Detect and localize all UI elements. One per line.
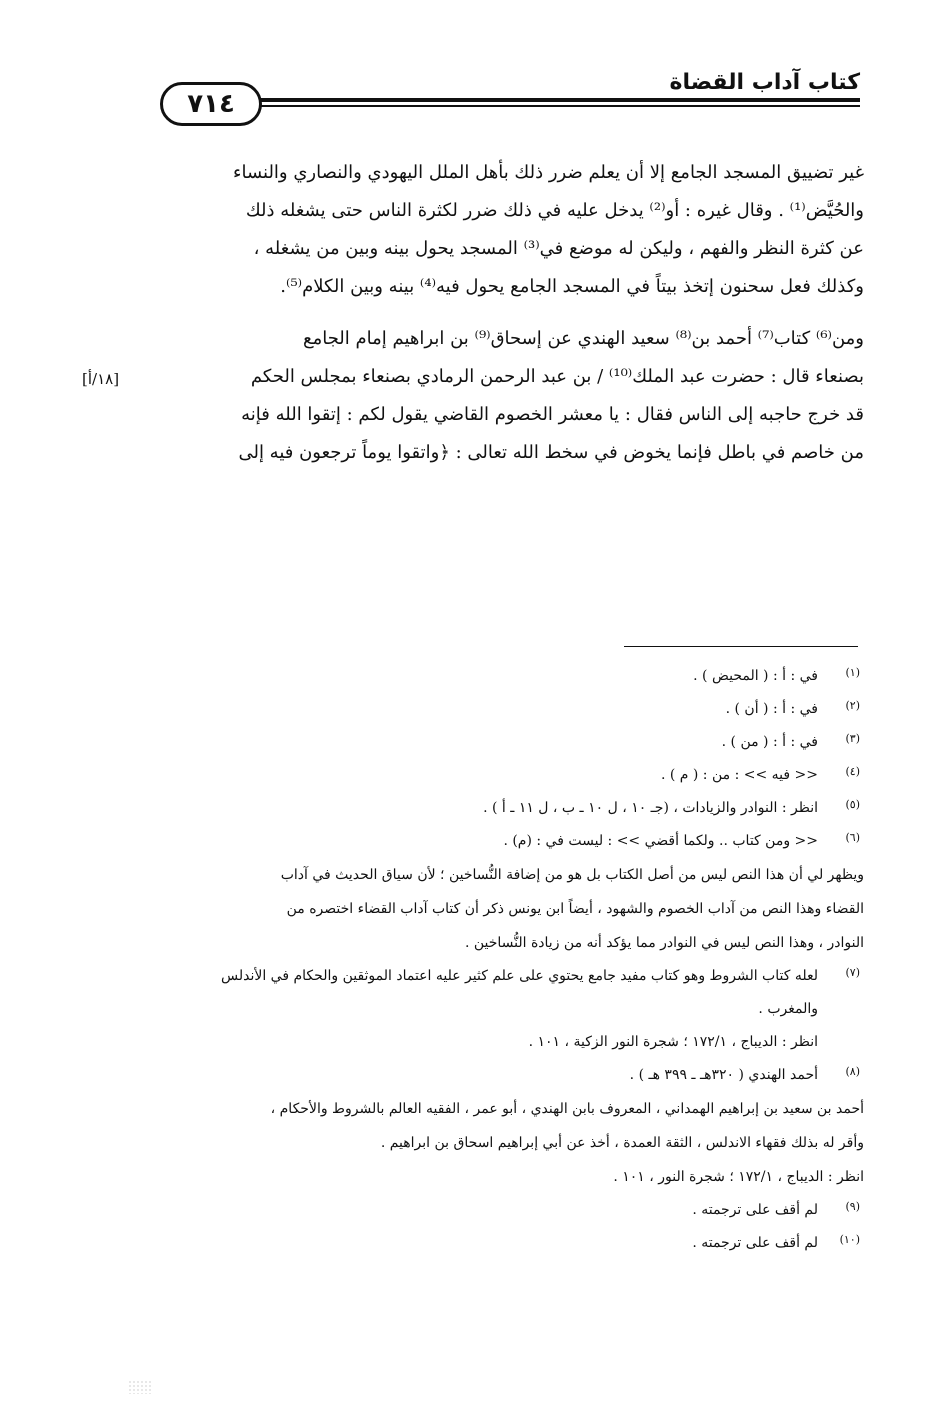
text-line: وكذلك فعل سحنون إتخذ بيتاً في المسجد الجامع يحول فيه⁽⁴⁾ بينه وبين الكلام⁽⁵⁾. bbox=[280, 276, 864, 297]
footnote-text: لم أقف على ترجمته . bbox=[692, 1235, 818, 1251]
footnote-number: (٩) bbox=[845, 1200, 860, 1213]
manuscript-folio-note: [١٨/أ] bbox=[82, 370, 120, 388]
footnote bbox=[164, 792, 864, 825]
footnote-text: في : أ : ( أن ) . bbox=[725, 701, 818, 717]
text-line: عن كثرة النظر والفهم ، وليكن له موضع في⁽³⁾ المسجد يحول بينه وبين من يشغله ، bbox=[253, 238, 864, 259]
footnote-continuation bbox=[164, 1092, 864, 1194]
scan-artifact bbox=[128, 1380, 152, 1394]
footnote bbox=[164, 660, 864, 693]
footnote-number: (٢) bbox=[845, 699, 860, 712]
footnote-text: انظر : النوادر والزيادات ، (جـ ١٠ ، ل ١٠ ـ ب ، ل ١١ ـ أ ) . bbox=[483, 800, 818, 816]
footnote-text: << ومن كتاب .. ولكما أقضي >> : ليست في : (م) . bbox=[503, 833, 818, 849]
text-line: بصنعاء قال : حضرت عبد الملك⁽¹⁰⁾ / بن عبد الرحمن الرمادي بصنعاء بمجلس الحكم bbox=[250, 366, 864, 387]
text-line: من خاصم في باطل فإنما يخوض في سخط الله تعالى : ﴿واتقوا يوماً ترجعون فيه إلى bbox=[238, 442, 864, 463]
footnote-text: في : أ : ( المحيض ) . bbox=[693, 668, 818, 684]
footnote bbox=[164, 759, 864, 792]
footnote-text: << فيه >> : من : ( م ) . bbox=[660, 767, 818, 783]
footnote-text: في : أ : ( من ) . bbox=[721, 734, 818, 750]
page-number: ٧١٤ bbox=[160, 82, 262, 126]
header-rule-thin bbox=[258, 105, 860, 107]
footnote bbox=[164, 960, 864, 1059]
footnote bbox=[164, 1194, 864, 1227]
paragraph bbox=[164, 320, 864, 472]
text-line: والحُيَّض⁽¹⁾ . وقال غيره : أو⁽²⁾ يدخل عليه في ذلك ضرر لكثرة الناس حتى يشغله ذلك bbox=[245, 200, 864, 221]
footnote-number: (٥) bbox=[845, 798, 860, 811]
footnote bbox=[164, 1227, 864, 1260]
footnote-text: والمغرب . bbox=[758, 1001, 818, 1017]
footnotes bbox=[164, 660, 864, 1260]
footnote-text: أحمد الهندي ( ٣٢٠هـ ـ ٣٩٩ هـ ) . bbox=[629, 1067, 818, 1083]
footnote bbox=[164, 726, 864, 759]
footnote-continuation bbox=[164, 858, 864, 960]
footnote-number: (٧) bbox=[845, 966, 860, 979]
header-rule bbox=[258, 98, 860, 102]
footnote bbox=[164, 693, 864, 726]
footnote-text: انظر : الديباج ، ١٧٢/١ ؛ شجرة النور الزكية ، ١٠١ . bbox=[528, 1034, 818, 1050]
footnote bbox=[164, 1059, 864, 1092]
footnote-text: النوادر ، وهذا النص ليس في النوادر مما يؤكد أنه من زيادة النُّساخين . bbox=[464, 935, 864, 951]
text-line: غير تضييق المسجد الجامع إلا أن يعلم ضرر ذلك بأهل الملل اليهودي والنصاري والنساء bbox=[233, 162, 864, 183]
footnote-number: (٤) bbox=[845, 765, 860, 778]
footnote-text: لم أقف على ترجمته . bbox=[692, 1202, 818, 1218]
footnote-number: (١) bbox=[845, 666, 860, 679]
footnote-number: (١٠) bbox=[839, 1233, 860, 1246]
text-line: قد خرج حاجبه إلى الناس فقال : يا معشر الخصوم القاضي يقول لكم : إتقوا الله فإنه bbox=[241, 404, 864, 425]
footnote-text: انظر : الديباج ، ١٧٢/١ ؛ شجرة النور ، ١٠١ . bbox=[613, 1169, 864, 1185]
footnote-number: (٦) bbox=[845, 831, 860, 844]
footnote-text: وأقر له بذلك فقهاء الاندلس ، الثقة العمدة ، أخذ عن أبي إبراهيم اسحاق بن ابراهيم . bbox=[380, 1135, 864, 1151]
footnote-number: (٣) bbox=[845, 732, 860, 745]
book-title: كتاب آداب القضاة bbox=[659, 70, 860, 95]
footnote-text: لعله كتاب الشروط وهو كتاب مفيد جامع يحتوي على علم كثير عليه اعتماد الموثقين والحكام في الأندلس bbox=[221, 968, 818, 984]
paragraph bbox=[164, 154, 864, 306]
text-line: ومن⁽⁶⁾ كتاب⁽⁷⁾ أحمد بن⁽⁸⁾ سعيد الهندي عن إسحاق⁽⁹⁾ بن ابراهيم إمام الجامع bbox=[302, 328, 864, 349]
footnote-text: القضاء وهذا النص من آداب الخصوم والشهود ، أيضاً ابن يونس ذكر أن كتاب آداب القضاء اختصره من bbox=[286, 901, 864, 917]
footnote-text: ويظهر لي أن هذا النص ليس من أصل الكتاب بل هو من إضافة النُّساخين ؛ لأن سياق الحديث في آداب bbox=[280, 867, 864, 883]
footnote-number: (٨) bbox=[845, 1065, 860, 1078]
main-text bbox=[164, 154, 864, 472]
footnote-separator bbox=[624, 646, 858, 647]
page-header bbox=[150, 70, 860, 126]
footnote bbox=[164, 825, 864, 858]
footnote-text: أحمد بن سعيد بن إبراهيم الهمداني ، المعروف بابن الهندي ، أبو عمر ، الفقيه العالم بالشروط والأحكام ، bbox=[270, 1101, 864, 1117]
